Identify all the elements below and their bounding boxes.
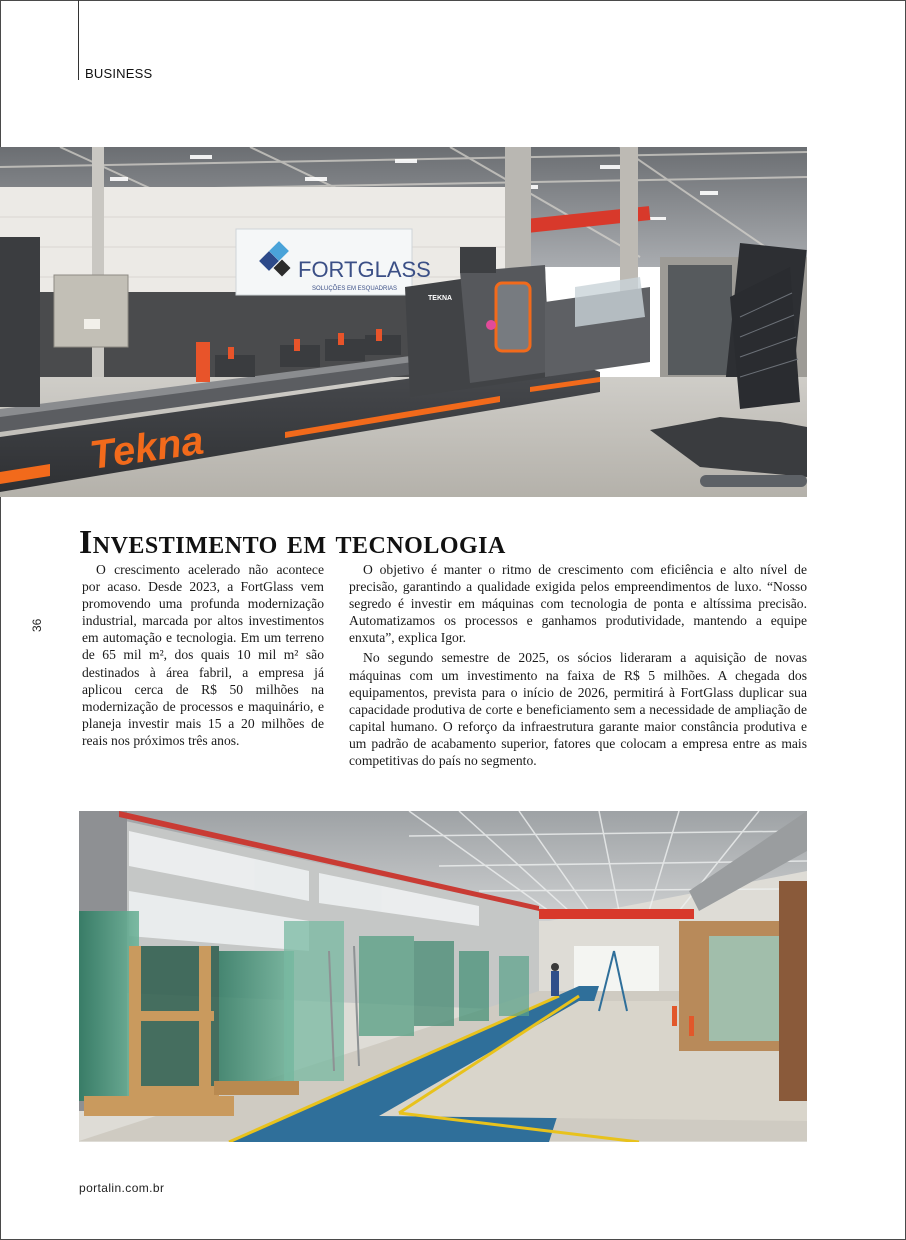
article-headline: Investimento em tecnologia xyxy=(79,524,506,561)
banner-tagline-text: SOLUÇÕES EM ESQUADRIAS xyxy=(312,286,398,292)
article-paragraph: O objetivo é manter o ritmo de crescimento com eficiência e alto nível de precisão, garantindo a qualidade exigida pelos empreendimentos de luxo. “Nosso segredo é investir em máquinas com tecnologia de ponta e altíssima precisão. Automatizamos os processos e ganhamos produtividade, mantendo a equipe enxuta”, explica Igor. xyxy=(349,562,807,646)
warehouse-glass-photo xyxy=(79,811,807,1142)
section-rule xyxy=(78,0,79,80)
footer-url: portalin.com.br xyxy=(79,1181,165,1195)
article-left-column xyxy=(82,561,324,749)
section-label: BUSINESS xyxy=(85,66,153,81)
banner-brand-text: FORTGLASS xyxy=(298,257,431,282)
page-number: 36 xyxy=(30,618,44,632)
article-paragraph: No segundo semestre de 2025, os sócios lideraram a aquisição de novas máquinas com um investimento na faixa de R$ 5 milhões. A chegada dos equipamentos, prevista para o início de 2026, permitirá à FortGlass duplicar sua capacidade produtiva de corte e beneficiamento sem a necessidade de ampliação de capital humano. O reforço da infraestrutura garante maior constância produtiva e um padrão de acabamento superior, fatores que colocam a empresa entre as mais competitivas do país no segmento. xyxy=(349,650,807,769)
tekna-logo-text: Tekna xyxy=(87,418,207,478)
article-paragraph: O crescimento acelerado não acontece por acaso. Desde 2023, a FortGlass vem promovendo uma profunda modernização industrial, marcada por altos investimentos em automação e tecnologia. Em um terreno de 65 mil m², dos quais 10 mil m² são destinados à área fabril, a empresa já aplicou cerca de R$ 50 milhões na modernização de processos e maquinário, e planeja investir mais 15 a 20 milhões de reais nos próximos três anos. xyxy=(82,562,324,748)
article-right-column xyxy=(349,561,807,769)
machine-badge-text: TEKNA xyxy=(428,295,453,302)
factory-machine-photo xyxy=(0,147,807,497)
